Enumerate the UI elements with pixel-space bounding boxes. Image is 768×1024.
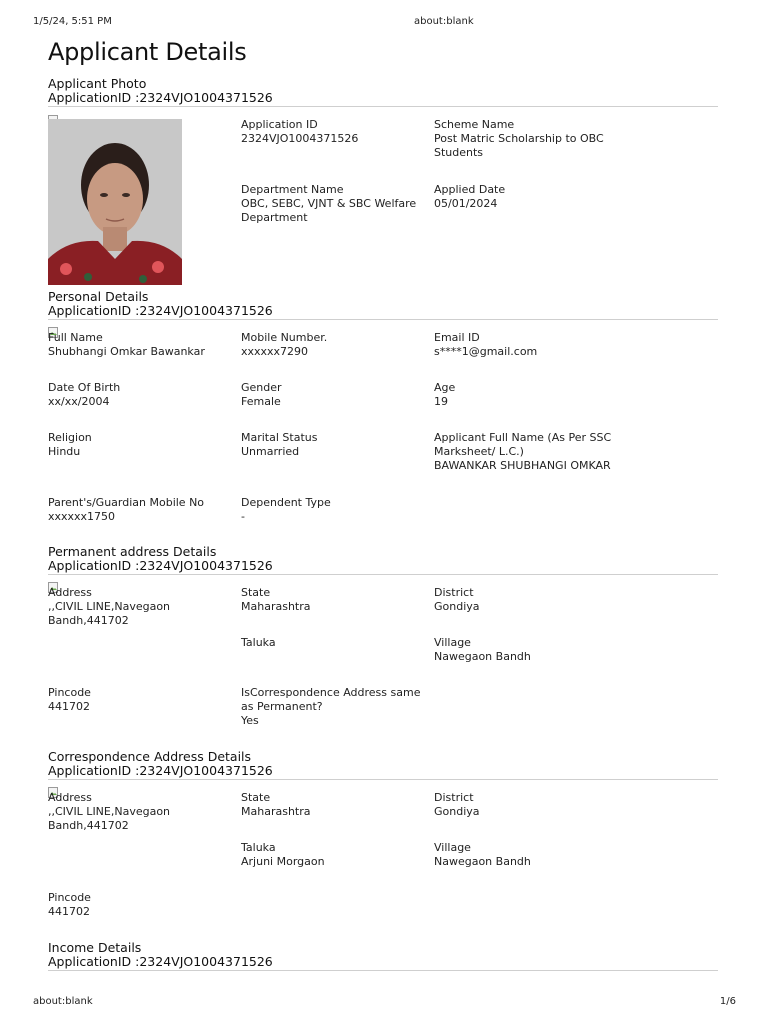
field-value: OBC, SEBC, VJNT & SBC Welfare Department — [241, 197, 417, 224]
field-application-id — [241, 118, 431, 146]
field-label: Date Of Birth — [48, 381, 121, 394]
applicant-photo — [48, 119, 182, 285]
field-label: District — [434, 586, 474, 599]
field-date-of-birth — [48, 381, 233, 409]
field-department-name — [241, 183, 431, 225]
field-label: IsCorrespondence Address same as Permanent? — [241, 686, 421, 713]
field-value: xxxxxx1750 — [48, 510, 116, 523]
field-value: ,,CIVIL LINE,Navegaon Bandh,441702 — [48, 600, 171, 627]
section-header-permanent-address — [48, 545, 718, 575]
field-mobile-number — [241, 331, 431, 359]
field-dependent-type — [241, 496, 431, 524]
section-title: Applicant Photo — [48, 76, 147, 91]
field-label: State — [241, 791, 271, 804]
section-title: Correspondence Address Details — [48, 749, 252, 764]
section-header-correspondence-address — [48, 750, 718, 780]
field-label: Pincode — [48, 891, 91, 904]
field-full-name — [48, 331, 233, 359]
footer-url: about:blank — [33, 996, 93, 1007]
field-label: Village — [434, 636, 471, 649]
field-value: Yes — [241, 714, 259, 727]
field-label: District — [434, 791, 474, 804]
field-label: Scheme Name — [434, 118, 515, 131]
field-label: Address — [48, 586, 92, 599]
field-value: Nawegaon Bandh — [434, 855, 531, 868]
field-label: Application ID — [241, 118, 318, 131]
field-email-id — [434, 331, 614, 359]
section-header-personal — [48, 290, 718, 320]
field-label: Applied Date — [434, 183, 506, 196]
field-value: xx/xx/2004 — [48, 395, 110, 408]
application-id-line: ApplicationID :2324VJO1004371526 — [48, 763, 273, 778]
field-value: 05/01/2024 — [434, 197, 498, 210]
field-value: 19 — [434, 395, 448, 408]
field-value: Shubhangi Omkar Bawankar — [48, 345, 205, 358]
application-id-line: ApplicationID :2324VJO1004371526 — [48, 90, 273, 105]
field-label: Taluka — [241, 841, 276, 854]
field-correspondence-same — [241, 686, 431, 728]
print-footer — [33, 996, 736, 1010]
field-permanent-state — [241, 586, 431, 614]
field-correspondence-pincode — [48, 891, 233, 919]
field-permanent-address — [48, 586, 233, 628]
section-title: Permanent address Details — [48, 544, 217, 559]
section-title: Income Details — [48, 940, 142, 955]
field-permanent-village — [434, 636, 614, 664]
print-header — [33, 16, 736, 30]
page-number: 1/6 — [719, 996, 736, 1007]
print-datetime: 1/5/24, 5:51 PM — [33, 16, 112, 27]
field-value: 2324VJO1004371526 — [241, 132, 359, 145]
field-value: - — [241, 510, 245, 523]
field-label: Address — [48, 791, 92, 804]
field-correspondence-taluka — [241, 841, 431, 869]
field-label: State — [241, 586, 271, 599]
page-title: Applicant Details — [48, 38, 247, 66]
field-value: Arjuni Morgaon — [241, 855, 325, 868]
field-label: Pincode — [48, 686, 91, 699]
field-religion — [48, 431, 233, 459]
application-id-line: ApplicationID :2324VJO1004371526 — [48, 954, 273, 969]
field-value: Nawegaon Bandh — [434, 650, 531, 663]
field-correspondence-village — [434, 841, 614, 869]
print-url: about:blank — [414, 16, 474, 27]
field-gender — [241, 381, 431, 409]
field-label: Marital Status — [241, 431, 318, 444]
field-value: Maharashtra — [241, 600, 311, 613]
field-scheme-name — [434, 118, 614, 160]
field-label: Department Name — [241, 183, 344, 196]
field-label: Applicant Full Name (As Per SSC Marksheet/ L.C.) — [434, 431, 612, 458]
field-label: Village — [434, 841, 471, 854]
field-value: 441702 — [48, 700, 90, 713]
field-label: Dependent Type — [241, 496, 331, 509]
field-value: s****1@gmail.com — [434, 345, 538, 358]
field-label: Full Name — [48, 331, 103, 344]
section-header-income — [48, 941, 718, 971]
field-label: Age — [434, 381, 456, 394]
field-label: Taluka — [241, 636, 276, 649]
field-permanent-taluka — [241, 636, 431, 650]
field-label: Parent's/Guardian Mobile No — [48, 496, 205, 509]
section-header-photo — [48, 77, 718, 107]
field-permanent-district — [434, 586, 614, 614]
field-value: Unmarried — [241, 445, 300, 458]
field-label: Mobile Number. — [241, 331, 328, 344]
field-value: BAWANKAR SHUBHANGI OMKAR — [434, 459, 611, 472]
field-value: 441702 — [48, 905, 90, 918]
field-applied-date — [434, 183, 614, 211]
field-correspondence-district — [434, 791, 614, 819]
field-age — [434, 381, 614, 409]
field-ssc-full-name — [434, 431, 614, 473]
field-value: Gondiya — [434, 805, 480, 818]
field-permanent-pincode — [48, 686, 233, 714]
field-correspondence-state — [241, 791, 431, 819]
field-value: Maharashtra — [241, 805, 311, 818]
field-value: Post Matric Scholarship to OBC Students — [434, 132, 604, 159]
application-id-line: ApplicationID :2324VJO1004371526 — [48, 303, 273, 318]
field-marital-status — [241, 431, 431, 459]
field-value: Hindu — [48, 445, 81, 458]
field-value: Gondiya — [434, 600, 480, 613]
application-id-line: ApplicationID :2324VJO1004371526 — [48, 558, 273, 573]
field-guardian-mobile — [48, 496, 233, 524]
field-correspondence-address — [48, 791, 233, 833]
field-label: Religion — [48, 431, 92, 444]
field-value: xxxxxx7290 — [241, 345, 309, 358]
field-value: ,,CIVIL LINE,Navegaon Bandh,441702 — [48, 805, 171, 832]
field-label: Gender — [241, 381, 282, 394]
section-title: Personal Details — [48, 289, 149, 304]
field-value: Female — [241, 395, 281, 408]
field-label: Email ID — [434, 331, 480, 344]
